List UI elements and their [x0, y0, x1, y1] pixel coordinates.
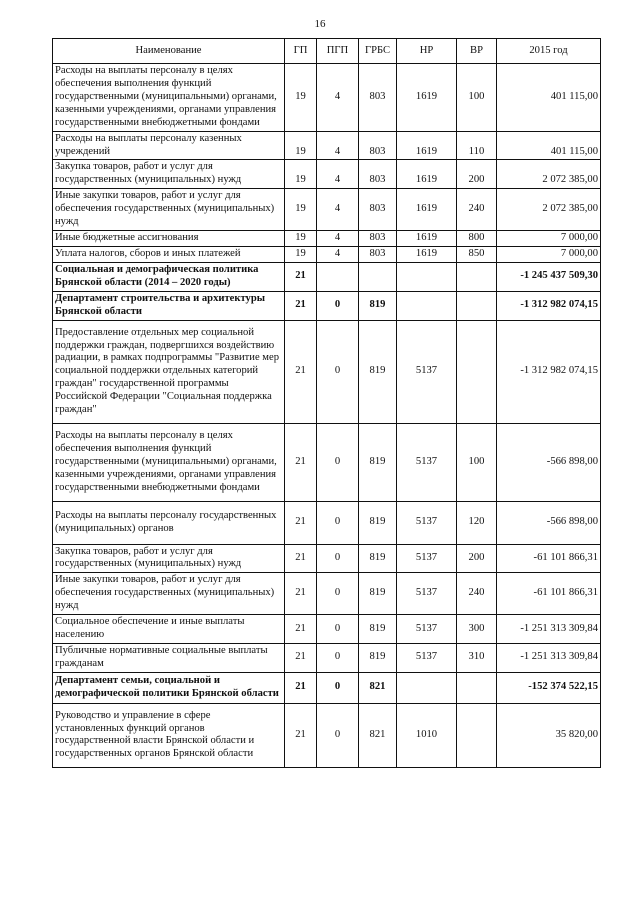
table-row — [53, 246, 601, 262]
row-grbs-cell: 803 — [359, 231, 397, 247]
row-amount-cell: 2 072 385,00 — [497, 189, 601, 231]
row-grbs-cell: 803 — [359, 131, 397, 160]
row-gp-cell: 19 — [285, 64, 317, 132]
row-name-cell: Расходы на выплаты персоналу в целях обеспечения выполнения функций государственными (муниципальными) органами, казенными учреждениями, органами управления государственными внебюджетными фондами — [53, 64, 285, 132]
table-row — [53, 231, 601, 247]
row-pgp-cell: 0 — [317, 672, 359, 703]
row-gp-cell: 21 — [285, 424, 317, 502]
row-gp-cell: 21 — [285, 320, 317, 423]
row-pgp-cell — [317, 262, 359, 291]
row-vr-cell: 200 — [457, 160, 497, 189]
row-grbs-cell: 819 — [359, 615, 397, 644]
row-vr-cell — [457, 262, 497, 291]
row-pgp-cell: 0 — [317, 501, 359, 544]
budget-table — [52, 38, 601, 768]
row-grbs-cell: 819 — [359, 501, 397, 544]
table-row — [53, 615, 601, 644]
table-row — [53, 544, 601, 573]
row-vr-cell — [457, 672, 497, 703]
row-vr-cell: 100 — [457, 424, 497, 502]
row-pgp-cell: 4 — [317, 189, 359, 231]
row-name-cell: Иные закупки товаров, работ и услуг для обеспечения государственных (муниципальных) нужд — [53, 573, 285, 615]
row-amount-cell: -61 101 866,31 — [497, 573, 601, 615]
row-amount-cell: -1 312 982 074,15 — [497, 320, 601, 423]
table-body — [53, 64, 601, 768]
row-vr-cell: 120 — [457, 501, 497, 544]
col-header-name: Наименование — [53, 39, 285, 64]
row-vr-cell: 200 — [457, 544, 497, 573]
col-header-gp: ГП — [285, 39, 317, 64]
row-amount-cell: 35 820,00 — [497, 703, 601, 768]
row-amount-cell: 401 115,00 — [497, 131, 601, 160]
table-row — [53, 64, 601, 132]
row-pgp-cell: 0 — [317, 573, 359, 615]
row-name-cell: Расходы на выплаты персоналу государственных (муниципальных) органов — [53, 501, 285, 544]
row-nr-cell: 1619 — [397, 246, 457, 262]
row-pgp-cell: 0 — [317, 643, 359, 672]
row-name-cell: Иные бюджетные ассигнования — [53, 231, 285, 247]
row-gp-cell: 19 — [285, 160, 317, 189]
col-header-vr: ВР — [457, 39, 497, 64]
row-vr-cell: 100 — [457, 64, 497, 132]
page-number: 16 — [314, 18, 326, 30]
row-grbs-cell: 803 — [359, 160, 397, 189]
row-pgp-cell: 0 — [317, 544, 359, 573]
col-header-year: 2015 год — [497, 39, 601, 64]
col-header-nr: НР — [397, 39, 457, 64]
row-amount-cell: -566 898,00 — [497, 501, 601, 544]
row-grbs-cell: 821 — [359, 703, 397, 768]
row-pgp-cell: 4 — [317, 246, 359, 262]
row-name-cell: Закупка товаров, работ и услуг для государственных (муниципальных) нужд — [53, 544, 285, 573]
row-nr-cell: 1010 — [397, 703, 457, 768]
row-vr-cell: 240 — [457, 189, 497, 231]
row-pgp-cell: 0 — [317, 615, 359, 644]
row-name-cell: Департамент семьи, социальной и демографической политики Брянской области — [53, 672, 285, 703]
row-gp-cell: 19 — [285, 131, 317, 160]
row-pgp-cell: 4 — [317, 160, 359, 189]
row-nr-cell: 5137 — [397, 544, 457, 573]
row-name-cell: Социальное обеспечение и иные выплаты населению — [53, 615, 285, 644]
row-amount-cell: 401 115,00 — [497, 64, 601, 132]
row-nr-cell: 5137 — [397, 424, 457, 502]
table-row — [53, 160, 601, 189]
row-amount-cell: 2 072 385,00 — [497, 160, 601, 189]
row-vr-cell — [457, 703, 497, 768]
table-header — [53, 39, 601, 64]
row-amount-cell: -1 251 313 309,84 — [497, 615, 601, 644]
row-grbs-cell: 803 — [359, 189, 397, 231]
row-vr-cell: 850 — [457, 246, 497, 262]
row-vr-cell: 110 — [457, 131, 497, 160]
table-row — [53, 131, 601, 160]
table-row — [53, 424, 601, 502]
row-amount-cell: -566 898,00 — [497, 424, 601, 502]
row-nr-cell — [397, 672, 457, 703]
row-grbs-cell: 821 — [359, 672, 397, 703]
row-vr-cell: 800 — [457, 231, 497, 247]
row-amount-cell: 7 000,00 — [497, 246, 601, 262]
row-nr-cell: 1619 — [397, 64, 457, 132]
row-grbs-cell: 803 — [359, 246, 397, 262]
row-pgp-cell: 4 — [317, 231, 359, 247]
table-row — [53, 672, 601, 703]
row-name-cell: Расходы на выплаты персоналу в целях обеспечения выполнения функций государственными (муниципальными) органами, казенными учреждениями, органами управления государственными внебюджетными фондами — [53, 424, 285, 502]
table-row — [53, 262, 601, 291]
row-name-cell: Руководство и управление в сфере установленных функций органов государственной власти Брянской области и государственных органов Брянской области — [53, 703, 285, 768]
row-name-cell: Предоставление отдельных мер социальной поддержки граждан, подвергшихся воздействию радиации, в рамках подпрограммы "Развитие мер социальной поддержки отдельных категорий граждан" государственной программы Российской Федерации "Социальная поддержка граждан" — [53, 320, 285, 423]
row-name-cell: Закупка товаров, работ и услуг для государственных (муниципальных) нужд — [53, 160, 285, 189]
row-pgp-cell: 0 — [317, 424, 359, 502]
row-name-cell: Социальная и демографическая политика Брянской области (2014 – 2020 годы) — [53, 262, 285, 291]
row-nr-cell: 1619 — [397, 160, 457, 189]
row-amount-cell: -61 101 866,31 — [497, 544, 601, 573]
row-amount-cell: -1 312 982 074,15 — [497, 291, 601, 320]
col-header-pgp: ПГП — [317, 39, 359, 64]
row-pgp-cell: 0 — [317, 320, 359, 423]
row-gp-cell: 21 — [285, 262, 317, 291]
row-gp-cell: 19 — [285, 246, 317, 262]
row-nr-cell: 5137 — [397, 573, 457, 615]
row-gp-cell: 21 — [285, 291, 317, 320]
table-row — [53, 501, 601, 544]
row-amount-cell: -1 245 437 509,30 — [497, 262, 601, 291]
row-grbs-cell: 819 — [359, 573, 397, 615]
table-row — [53, 573, 601, 615]
row-vr-cell — [457, 320, 497, 423]
row-gp-cell: 21 — [285, 501, 317, 544]
row-gp-cell: 21 — [285, 544, 317, 573]
row-nr-cell: 1619 — [397, 231, 457, 247]
table-row — [53, 643, 601, 672]
row-gp-cell: 21 — [285, 643, 317, 672]
row-pgp-cell: 4 — [317, 131, 359, 160]
row-gp-cell: 21 — [285, 615, 317, 644]
row-gp-cell: 19 — [285, 189, 317, 231]
row-nr-cell: 5137 — [397, 643, 457, 672]
header-row — [53, 39, 601, 64]
row-nr-cell: 1619 — [397, 131, 457, 160]
row-grbs-cell: 819 — [359, 544, 397, 573]
table-row — [53, 320, 601, 423]
row-pgp-cell: 4 — [317, 64, 359, 132]
row-grbs-cell: 803 — [359, 64, 397, 132]
row-amount-cell: -152 374 522,15 — [497, 672, 601, 703]
row-vr-cell: 240 — [457, 573, 497, 615]
row-nr-cell — [397, 291, 457, 320]
row-nr-cell: 5137 — [397, 320, 457, 423]
table-row — [53, 291, 601, 320]
row-grbs-cell: 819 — [359, 291, 397, 320]
row-name-cell: Иные закупки товаров, работ и услуг для обеспечения государственных (муниципальных) нужд — [53, 189, 285, 231]
row-name-cell: Уплата налогов, сборов и иных платежей — [53, 246, 285, 262]
row-grbs-cell: 819 — [359, 424, 397, 502]
row-nr-cell — [397, 262, 457, 291]
row-nr-cell: 5137 — [397, 501, 457, 544]
row-amount-cell: 7 000,00 — [497, 231, 601, 247]
row-nr-cell: 1619 — [397, 189, 457, 231]
row-grbs-cell — [359, 262, 397, 291]
row-vr-cell: 310 — [457, 643, 497, 672]
row-gp-cell: 21 — [285, 573, 317, 615]
row-gp-cell: 21 — [285, 672, 317, 703]
row-name-cell: Публичные нормативные социальные выплаты гражданам — [53, 643, 285, 672]
row-amount-cell: -1 251 313 309,84 — [497, 643, 601, 672]
row-nr-cell: 5137 — [397, 615, 457, 644]
row-vr-cell — [457, 291, 497, 320]
table-row — [53, 189, 601, 231]
row-pgp-cell: 0 — [317, 291, 359, 320]
row-vr-cell: 300 — [457, 615, 497, 644]
table-row — [53, 703, 601, 768]
col-header-grbs: ГРБС — [359, 39, 397, 64]
row-name-cell: Департамент строительства и архитектуры Брянской области — [53, 291, 285, 320]
row-gp-cell: 19 — [285, 231, 317, 247]
row-pgp-cell: 0 — [317, 703, 359, 768]
row-grbs-cell: 819 — [359, 643, 397, 672]
row-name-cell: Расходы на выплаты персоналу казенных учреждений — [53, 131, 285, 160]
row-gp-cell: 21 — [285, 703, 317, 768]
row-grbs-cell: 819 — [359, 320, 397, 423]
